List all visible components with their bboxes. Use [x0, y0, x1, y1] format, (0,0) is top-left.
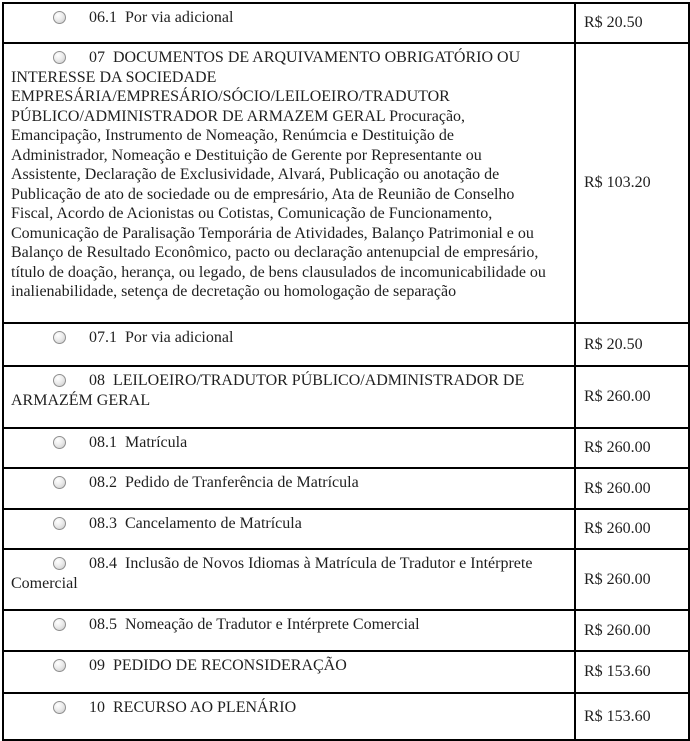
- price-value: R$ 260.00: [584, 388, 651, 405]
- row-08-3: [3, 509, 689, 549]
- price-cell: [575, 43, 689, 323]
- service-label: PEDIDO DE RECONSIDERAÇÃO: [113, 657, 347, 674]
- service-code: 07.1: [89, 329, 117, 346]
- radio-07-1[interactable]: [53, 331, 66, 344]
- service-cell: [3, 468, 575, 509]
- price-value: R$ 260.00: [584, 520, 651, 537]
- service-code: 10: [89, 699, 105, 716]
- row-09: [3, 651, 689, 693]
- service-cell: [3, 693, 575, 740]
- service-code: 08.1: [89, 434, 117, 451]
- radio-10[interactable]: [53, 701, 66, 714]
- price-cell: [575, 693, 689, 740]
- row-06-1: [3, 3, 689, 43]
- row-08-5: [3, 610, 689, 651]
- fee-table: [2, 2, 690, 741]
- radio-07[interactable]: [53, 51, 66, 64]
- service-cell: [3, 428, 575, 468]
- row-08-1: [3, 428, 689, 468]
- service-label: Matrícula: [125, 434, 188, 451]
- price-value: R$ 153.60: [584, 707, 651, 725]
- service-label: DOCUMENTOS DE ARQUIVAMENTO OBRIGATÓRIO OU INTERESSE DA SOCIEDADE EMPRESÁRIA/EMPRESÁRIO/SÓCIO/LEILOEIRO/TRADUTOR PÚBLICO/ADMINISTRADOR DE ARMAZEM GERAL Procuração, Emancipação, Instrumento de Nomeação, Renúmcia e Destituição de Administrador, Nomeação e Destituição de Gerente por Representante ou Assistente, Declaração de Exclusividade, Alvará, Publicação ou anotação de Publicação de ato de sociedade ou de empresário, Ata de Reunião de Conselho Fiscal, Acordo de Acionistas ou Cotistas, Comunicação de Funcionamento, Comunicação de Paralisação Temporária de Atividades, Balanço Patrimonial e ou Balanço de Resultado Econômico, pacto ou declaração antenupcial de empresário, título de doação, herança, ou legado, de bens clausulados de incomunicabilidade ou inalienabilidade, setença de decretação ou homologação de separação: [11, 49, 546, 300]
- radio-08-5[interactable]: [53, 618, 66, 631]
- price-value: R$ 260.00: [584, 479, 651, 497]
- service-label: Inclusão de Novos Idiomas à Matrícula de Tradutor e Intérprete Comercial: [11, 555, 533, 592]
- row-08-2: [3, 468, 689, 509]
- service-code: 08: [89, 372, 105, 389]
- price-value: R$ 20.50: [584, 335, 643, 353]
- radio-08-1[interactable]: [53, 436, 66, 449]
- price-cell: [575, 468, 689, 509]
- row-10: [3, 693, 689, 740]
- service-code: 09: [89, 657, 105, 674]
- service-code: 08.4: [89, 555, 117, 572]
- row-07: [3, 43, 689, 323]
- service-code: 07: [89, 49, 105, 66]
- price-cell: [575, 428, 689, 468]
- service-code: 08.3: [89, 515, 117, 532]
- row-08-4: [3, 549, 689, 610]
- service-cell: [3, 549, 575, 610]
- service-cell: [3, 3, 575, 43]
- price-cell: [575, 366, 689, 428]
- price-cell: [575, 323, 689, 366]
- service-cell: [3, 43, 575, 323]
- service-cell: [3, 323, 575, 366]
- price-cell: [575, 549, 689, 610]
- radio-08-2[interactable]: [53, 476, 66, 489]
- price-value: R$ 103.20: [584, 174, 651, 191]
- price-cell: [575, 651, 689, 693]
- price-value: R$ 20.50: [584, 14, 643, 31]
- service-label: Cancelamento de Matrícula: [125, 515, 302, 532]
- radio-06-1[interactable]: [53, 11, 66, 24]
- service-label: Pedido de Tranferência de Matrícula: [125, 474, 359, 491]
- service-code: 08.5: [89, 616, 117, 633]
- service-code: 06.1: [89, 9, 117, 26]
- price-cell: [575, 3, 689, 43]
- radio-09[interactable]: [53, 659, 66, 672]
- radio-08-4[interactable]: [53, 557, 66, 570]
- row-07-1: [3, 323, 689, 366]
- service-cell: [3, 610, 575, 651]
- radio-08[interactable]: [53, 374, 66, 387]
- price-value: R$ 153.60: [584, 663, 651, 680]
- row-08: [3, 366, 689, 428]
- service-cell: [3, 651, 575, 693]
- price-value: R$ 260.00: [584, 439, 651, 456]
- service-label: RECURSO AO PLENÁRIO: [113, 699, 297, 716]
- price-value: R$ 260.00: [584, 621, 651, 639]
- service-label: Nomeação de Tradutor e Intérprete Comercial: [125, 616, 420, 633]
- radio-08-3[interactable]: [53, 517, 66, 530]
- service-code: 08.2: [89, 474, 117, 491]
- service-label: LEILOEIRO/TRADUTOR PÚBLICO/ADMINISTRADOR DE ARMAZÉM GERAL: [11, 372, 525, 409]
- price-cell: [575, 610, 689, 651]
- price-value: R$ 260.00: [584, 570, 651, 588]
- service-label: Por via adicional: [125, 329, 234, 346]
- service-label: Por via adicional: [125, 9, 234, 26]
- price-cell: [575, 509, 689, 549]
- service-cell: [3, 509, 575, 549]
- service-cell: [3, 366, 575, 428]
